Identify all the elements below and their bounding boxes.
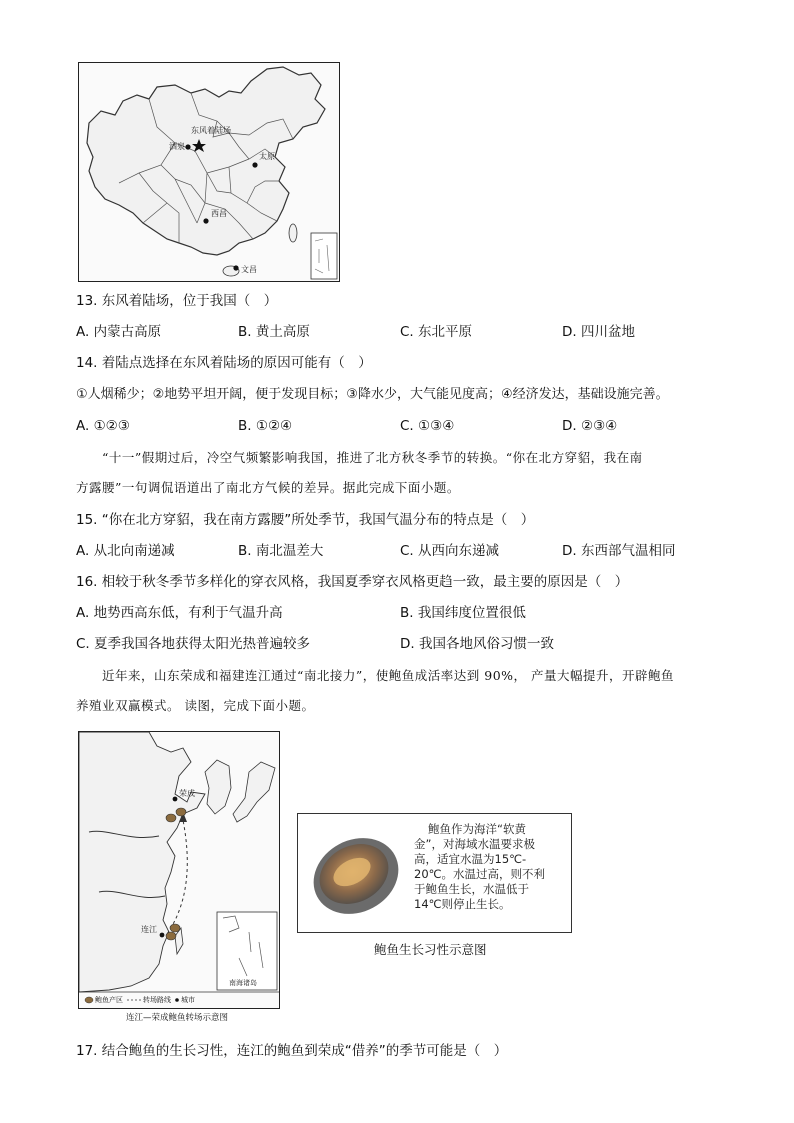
lianjiang-dot <box>160 933 165 938</box>
map-label-jiuquan: 酒泉 <box>169 142 185 151</box>
map-label-rongcheng: 荣成 <box>179 789 195 798</box>
q17-stem: 17. 结合鲍鱼的生长习性，连江的鲍鱼到荣成“借养”的季节可能是（ ） <box>76 1043 508 1059</box>
q14-option-b[interactable]: B. ①②④ <box>238 418 293 434</box>
q16-option-c[interactable]: C. 夏季我国各地获得太阳光热普遍较多 <box>76 636 311 652</box>
map-label-xichang: 西昌 <box>211 209 227 218</box>
legend-city-icon <box>175 998 179 1002</box>
q15-option-d[interactable]: D. 东西部气温相同 <box>562 543 676 559</box>
q14-option-a[interactable]: A. ①②③ <box>76 418 130 434</box>
jiuquan-dot <box>185 144 190 149</box>
map-label-dongfeng: 东风着陆场 <box>191 126 231 135</box>
map-label-wenchang: 文昌 <box>241 265 257 274</box>
q13-option-d[interactable]: D. 四川盆地 <box>562 324 635 340</box>
abalone-photo <box>304 822 408 926</box>
wenchang-dot <box>233 265 238 270</box>
q14-option-c[interactable]: C. ①③④ <box>400 418 455 434</box>
passage-1 <box>76 443 726 503</box>
q16-option-d[interactable]: D. 我国各地风俗习惯一致 <box>400 636 554 652</box>
q16-option-a[interactable]: A. 地势西高东低，有利于气温升高 <box>76 605 283 621</box>
passage-1-line-2: 方露腰”一句调侃语道出了南北方气候的差异。据此完成下面小题。 <box>76 480 460 495</box>
q14-option-d[interactable]: D. ②③④ <box>562 418 618 434</box>
passage-2 <box>76 661 726 721</box>
q15-option-a[interactable]: A. 从北向南递减 <box>76 543 175 559</box>
rongcheng-dot <box>173 797 178 802</box>
q15-option-c[interactable]: C. 从西向东递减 <box>400 543 500 559</box>
legend-producing-area-icon <box>85 997 93 1003</box>
taiyuan-dot <box>252 162 257 167</box>
abalone-transfer-map <box>78 731 280 1009</box>
china-map <box>78 62 340 282</box>
map-label-taiyuan: 太原 <box>259 152 275 161</box>
q13-option-b[interactable]: B. 黄土高原 <box>238 324 310 340</box>
passage-1-line-1: “十一”假期过后，冷空气频繁影响我国，推进了北方秋冬季节的转换。“你在北方穿貂，我在南 <box>102 450 643 465</box>
q16-stem: 16. 相较于秋冬季节多样化的穿衣风格，我国夏季穿衣风格更趋一致，最主要的原因是（ ） <box>76 574 629 590</box>
abalone-caption: 鲍鱼生长习性示意图 <box>374 942 487 957</box>
q14-conditions: ①人烟稀少；②地势平坦开阔，便于发现目标；③降水少，大气能见度高；④经济发达，基础设施完善。 <box>76 387 669 402</box>
abalone-description: 鲍鱼作为海洋“软黄 金”，对海域水温要求极 高，适宜水温为15℃- 20℃。水温过高，则不利 于鲍鱼生长，水温低于 14℃则停止生长。 <box>414 822 546 911</box>
abalone-growth-box <box>297 813 572 933</box>
q14-stem: 14. 着陆点选择在东风着陆场的原因可能有（ ） <box>76 355 372 371</box>
q16-option-b[interactable]: B. 我国纬度位置很低 <box>400 605 526 621</box>
legend-route: 转场路线 <box>143 996 171 1004</box>
legend-city: 城市 <box>181 996 195 1004</box>
passage-2-line-1: 近年来，山东荣成和福建连江通过“南北接力”，使鲍鱼成活率达到 90%， 产量大幅提升，开辟鲍鱼 <box>102 668 675 683</box>
q13-option-c[interactable]: C. 东北平原 <box>400 324 473 340</box>
q13-option-a[interactable]: A. 内蒙古高原 <box>76 324 162 340</box>
xichang-dot <box>203 218 208 223</box>
passage-2-line-2: 养殖业双赢模式。 读图，完成下面小题。 <box>76 698 315 713</box>
map-label-south-sea: 南海诸岛 <box>229 979 257 987</box>
legend-producing-area: 鲍鱼产区 <box>95 996 123 1004</box>
q15-option-b[interactable]: B. 南北温差大 <box>238 543 324 559</box>
china-map-outline <box>79 63 339 281</box>
abalone-map-outline <box>79 732 279 1008</box>
abalone-map-caption: 连江—荣成鲍鱼转场示意图 <box>126 1013 229 1023</box>
q13-stem: 13. 东风着陆场，位于我国（ ） <box>76 293 278 309</box>
q15-stem: 15. “你在北方穿貂，我在南方露腰”所处季节，我国气温分布的特点是（ ） <box>76 512 535 528</box>
map-label-lianjiang: 连江 <box>141 925 157 934</box>
